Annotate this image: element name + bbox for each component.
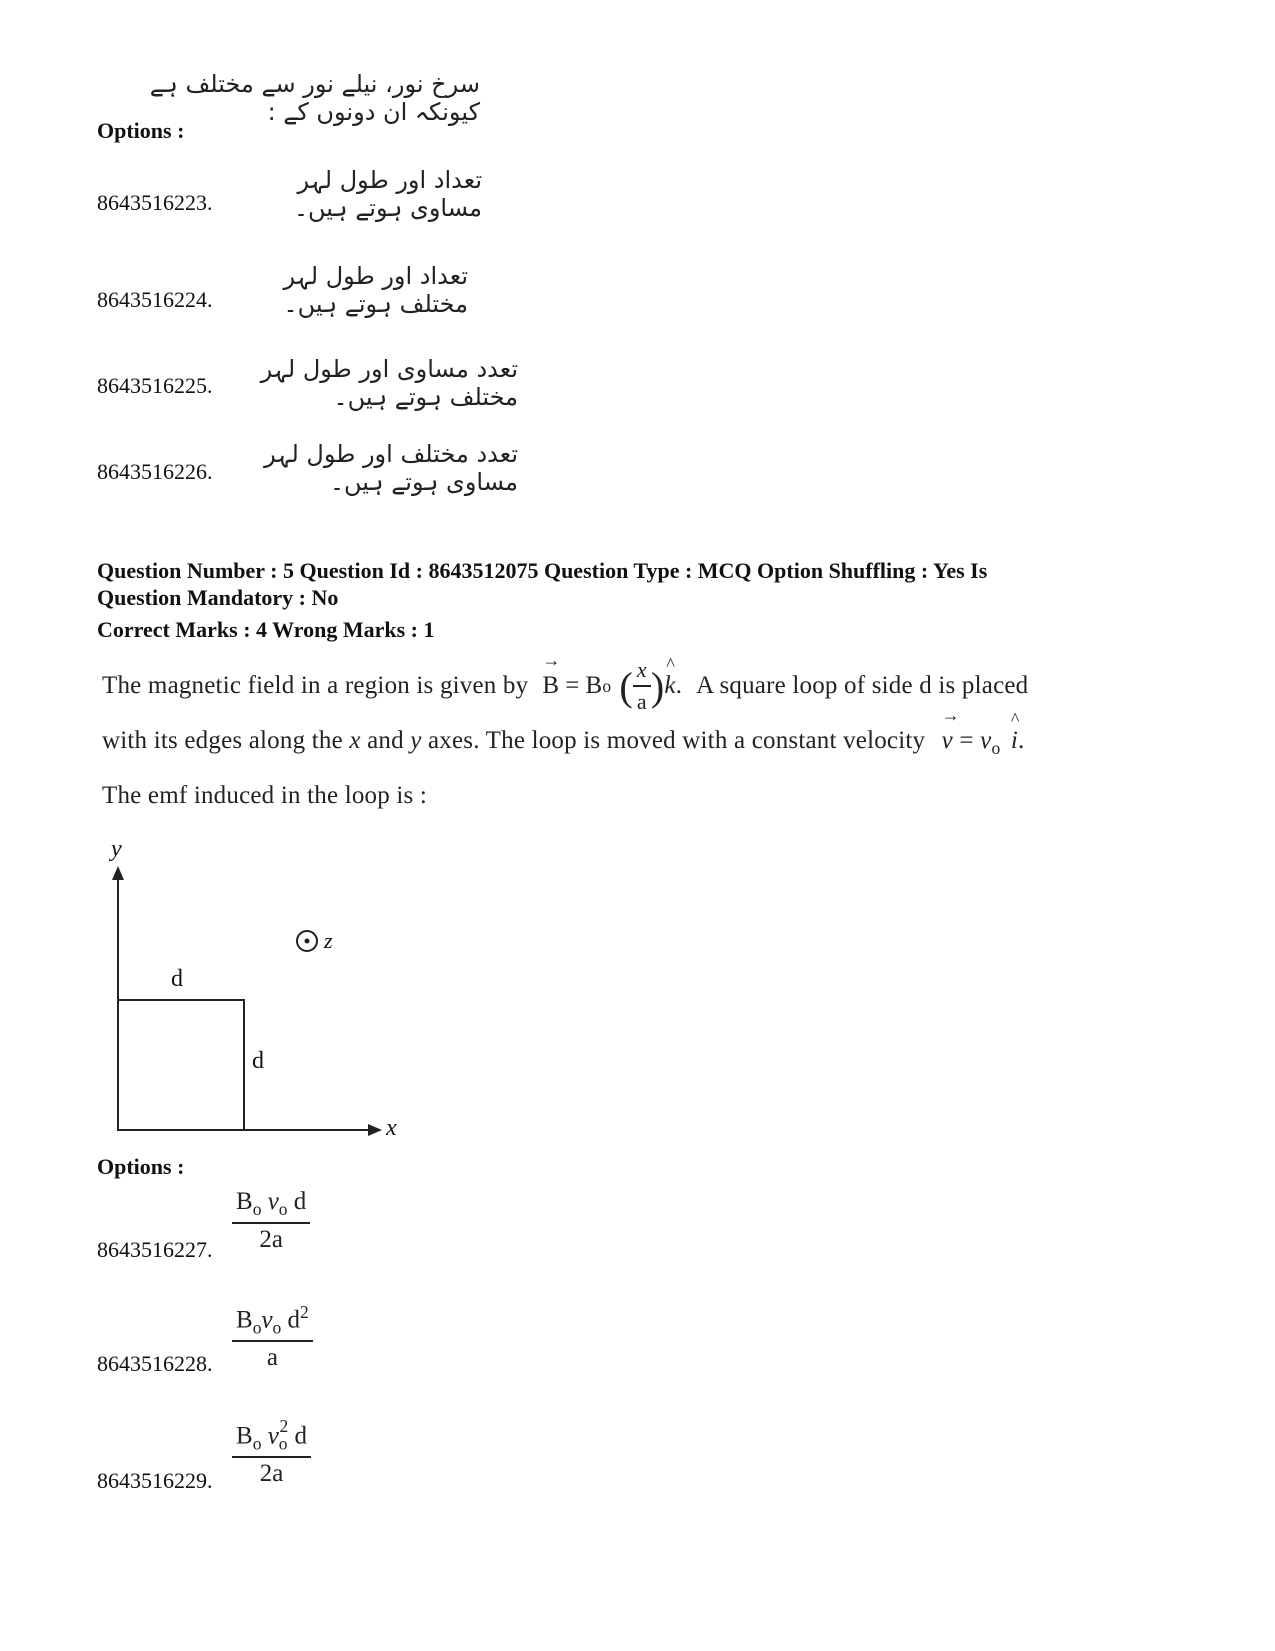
q5-option-3-formula: $\frac{B_o v_o^2 d}{2a}$ (232, 1418, 311, 1488)
q4-option-1-id: 8643516223. (97, 190, 213, 215)
q5-stem-line3: The emf induced in the loop is : (102, 782, 428, 809)
y-axis-arrow-icon (112, 866, 124, 880)
q5-stem-line2-post: axes. The loop is moved with a constant velocity (427, 727, 926, 754)
square-loop (118, 1000, 244, 1130)
q4-option-3-text: تعدد مساوی اور طول لہر مختلف ہوتے ہیں۔ (260, 355, 518, 411)
figure-x-label: x (386, 1115, 397, 1141)
figure-side-top-label: d (171, 966, 183, 992)
q4-option-4-id: 8643516226. (97, 459, 213, 484)
q4-option-1-text: تعداد اور طول لہر مساوی ہوتے ہیں۔ (293, 166, 482, 222)
q4-option-4-text: تعدد مختلف اور طول لہر مساوی ہوتے ہیں۔ (264, 440, 518, 496)
unit-hat-icon: ^ (1010, 709, 1020, 729)
q5-options-label: Options : (97, 1154, 185, 1179)
q5-option-2-formula: $\frac{B_ov_o d^2}{a}$ (232, 1302, 313, 1372)
unit-hat-icon: ^ (666, 654, 676, 674)
q5-option-1-formula: $\frac{B_o v_o d}{2a}$ (232, 1188, 310, 1254)
z-out-of-page-icon (297, 931, 317, 951)
q5-stem-line2 (102, 705, 1025, 759)
x-axis-arrow-icon (368, 1124, 382, 1136)
vector-arrow-icon: → (542, 650, 561, 670)
figure-y-label: y (111, 836, 122, 862)
q4-stem: سرخ نور، نیلے نور سے مختلف ہے کیونکہ ان دونوں کے : (149, 70, 480, 126)
q5-stem-line1 (102, 650, 1029, 717)
vector-arrow-icon: → (941, 705, 960, 725)
q5-stem-line1-post: A square loop of side d is placed (696, 672, 1029, 699)
z-out-of-page-dot (305, 939, 310, 944)
b-field-formula: → B = B o ( $\frac{x}{a}$ ) ^ k . (542, 650, 683, 714)
q5-stem-line2-and: and (367, 727, 404, 754)
q5-option-3-id: 8643516229. (97, 1468, 213, 1493)
q4-option-2-text: تعداد اور طول لہر مختلف ہوتے ہیں۔ (283, 262, 468, 318)
figure-side-right-label: d (252, 1048, 264, 1074)
q4-option-3-id: 8643516225. (97, 373, 213, 398)
q5-option-2-id: 8643516228. (97, 1351, 213, 1376)
q5-stem-line1-pre: The magnetic field in a region is given by (102, 672, 529, 699)
figure-z-label: z (324, 928, 333, 953)
q5-stem-line2-x: x (349, 727, 361, 754)
q4-options-label: Options : (97, 118, 185, 143)
q5-stem-line2-pre: with its edges along the (102, 727, 343, 754)
q5-header-line1: Question Number : 5 Question Id : 8643512075 Question Type : MCQ Option Shuffling : Yes Is (97, 558, 988, 583)
velocity-formula: → $v = v_o$ ^ i. (941, 705, 1025, 758)
q5-header-line2: Question Mandatory : No (97, 585, 339, 610)
q5-marks: Correct Marks : 4 Wrong Marks : 1 (97, 617, 435, 642)
q5-option-1-id: 8643516227. (97, 1237, 213, 1262)
q5-stem-line2-y: y (410, 727, 422, 754)
q4-option-2-id: 8643516224. (97, 287, 213, 312)
